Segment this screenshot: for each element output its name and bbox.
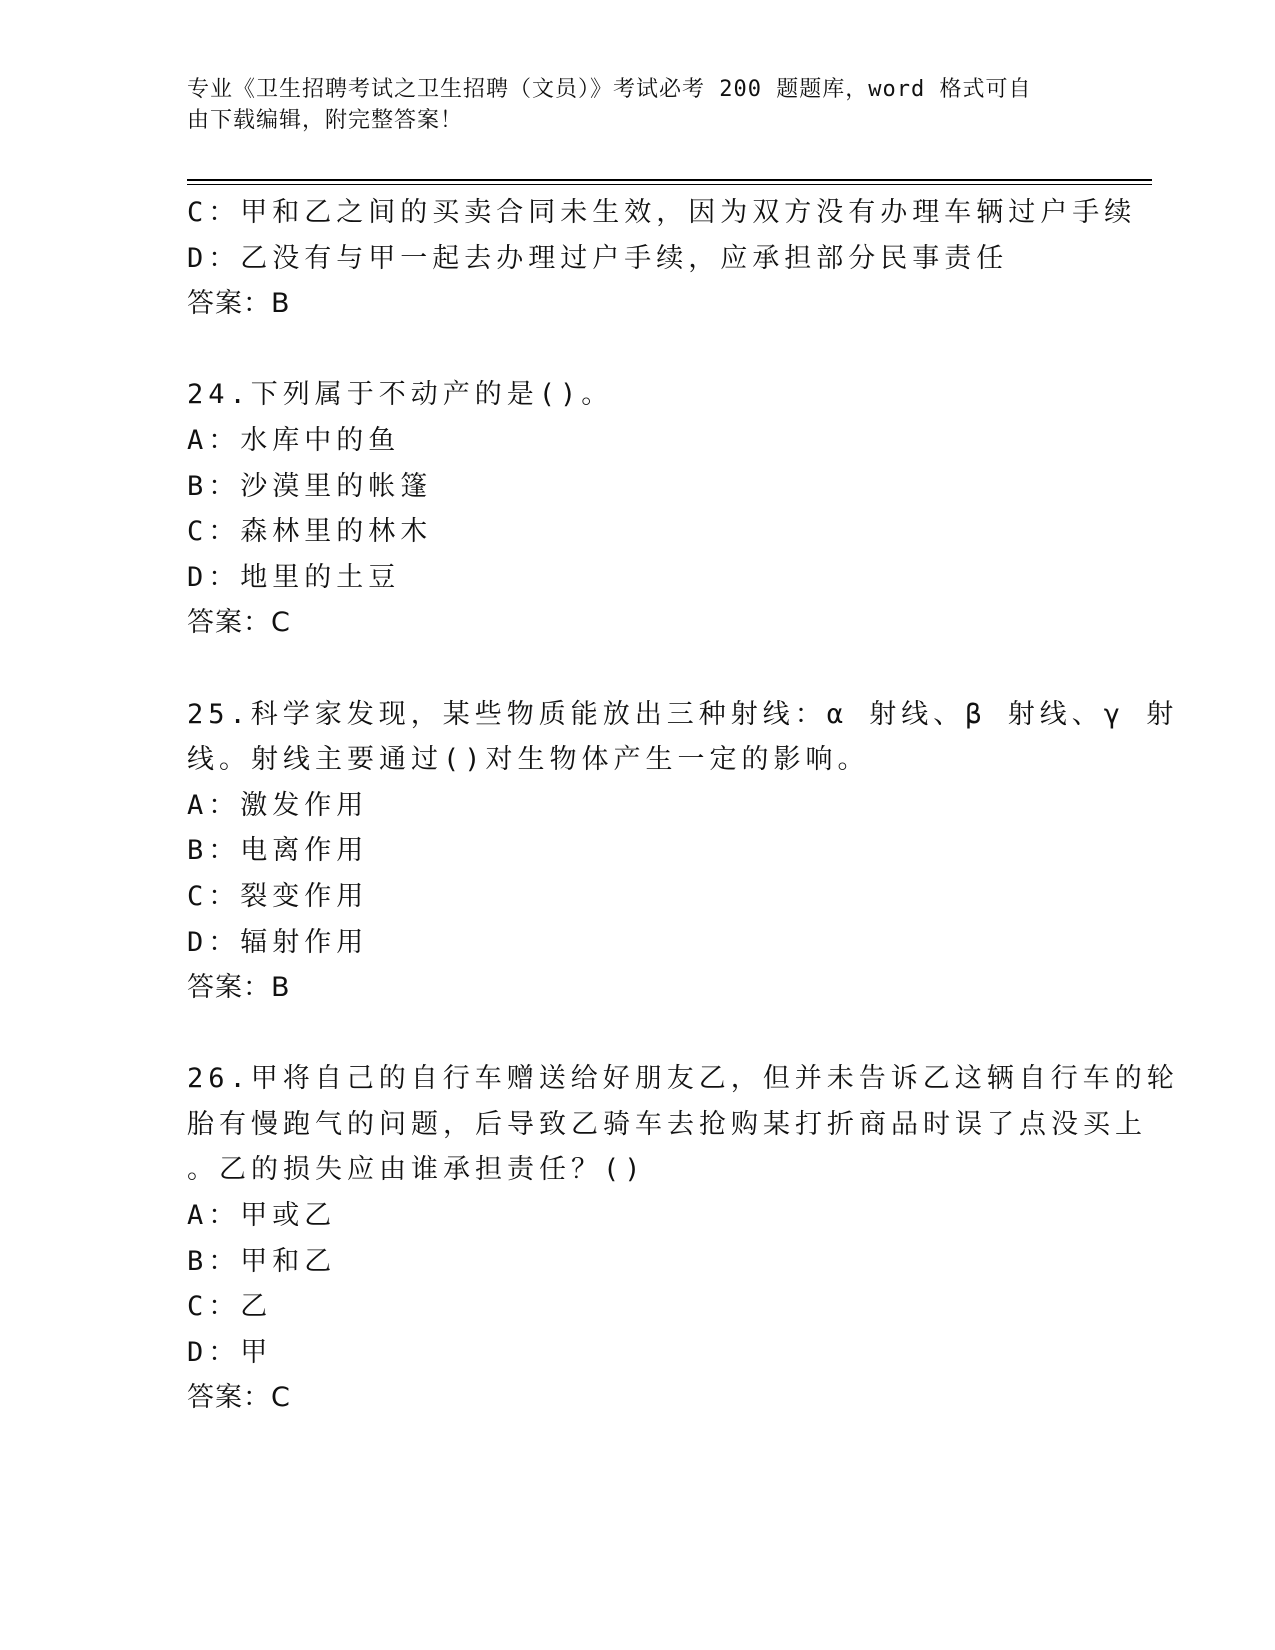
option-d: D：辐射作用 <box>187 926 369 958</box>
option-d: D：乙没有与甲一起去办理过户手续，应承担部分民事责任 <box>187 242 1009 274</box>
option-c: C：乙 <box>187 1291 273 1323</box>
option-a: A：甲或乙 <box>187 1200 337 1232</box>
option-b: B：电离作用 <box>187 835 369 867</box>
spacer <box>187 327 1087 373</box>
answer-line: 答案：B <box>187 972 291 1004</box>
question-stem-continued: 胎有慢跑气的问题，后导致乙骑车去抢购某打折商品时误了点没买上 <box>187 1108 1147 1140</box>
question-list <box>187 190 1179 1421</box>
header-line-2: 由下载编辑，附完整答案！ <box>187 108 464 133</box>
option-a: A：激发作用 <box>187 789 369 821</box>
spacer <box>187 1011 1087 1057</box>
question-stem-continued: 。乙的损失应由谁承担责任？() <box>187 1154 646 1186</box>
question-stem: 25.科学家发现，某些物质能放出三种射线：α 射线、β 射线、γ 射 <box>187 698 1179 730</box>
option-b: B：甲和乙 <box>187 1245 337 1277</box>
option-b: B：沙漠里的帐篷 <box>187 470 433 502</box>
option-c: C：裂变作用 <box>187 880 369 912</box>
answer-line: 答案：C <box>187 1382 291 1414</box>
question-25 <box>187 692 1179 1011</box>
spacer <box>187 646 1087 692</box>
question-26 <box>187 1056 1179 1421</box>
question-stem-continued: 线。射线主要通过()对生物体产生一定的影响。 <box>187 744 870 776</box>
option-c: C：森林里的林木 <box>187 516 433 548</box>
header-divider-thin <box>187 184 1152 185</box>
document-header <box>187 74 1067 136</box>
answer-line: 答案：B <box>187 288 291 320</box>
question-stem: 26.甲将自己的自行车赠送给好朋友乙，但并未告诉乙这辆自行车的轮 <box>187 1063 1179 1095</box>
option-a: A：水库中的鱼 <box>187 424 401 456</box>
question-24 <box>187 372 1087 646</box>
question-stem: 24.下列属于不动产的是()。 <box>187 379 614 411</box>
answer-line: 答案：C <box>187 607 291 639</box>
option-c: C：甲和乙之间的买卖合同未生效，因为双方没有办理车辆过户手续 <box>187 197 1137 228</box>
question-23-continued <box>187 190 1137 327</box>
option-d: D：地里的土豆 <box>187 561 401 593</box>
header-divider-thick <box>187 179 1152 181</box>
header-line-1: 专业《卫生招聘考试之卫生招聘（文员）》考试必考 200 题题库，word 格式可自 <box>187 77 1032 102</box>
option-d: D：甲 <box>187 1336 273 1368</box>
